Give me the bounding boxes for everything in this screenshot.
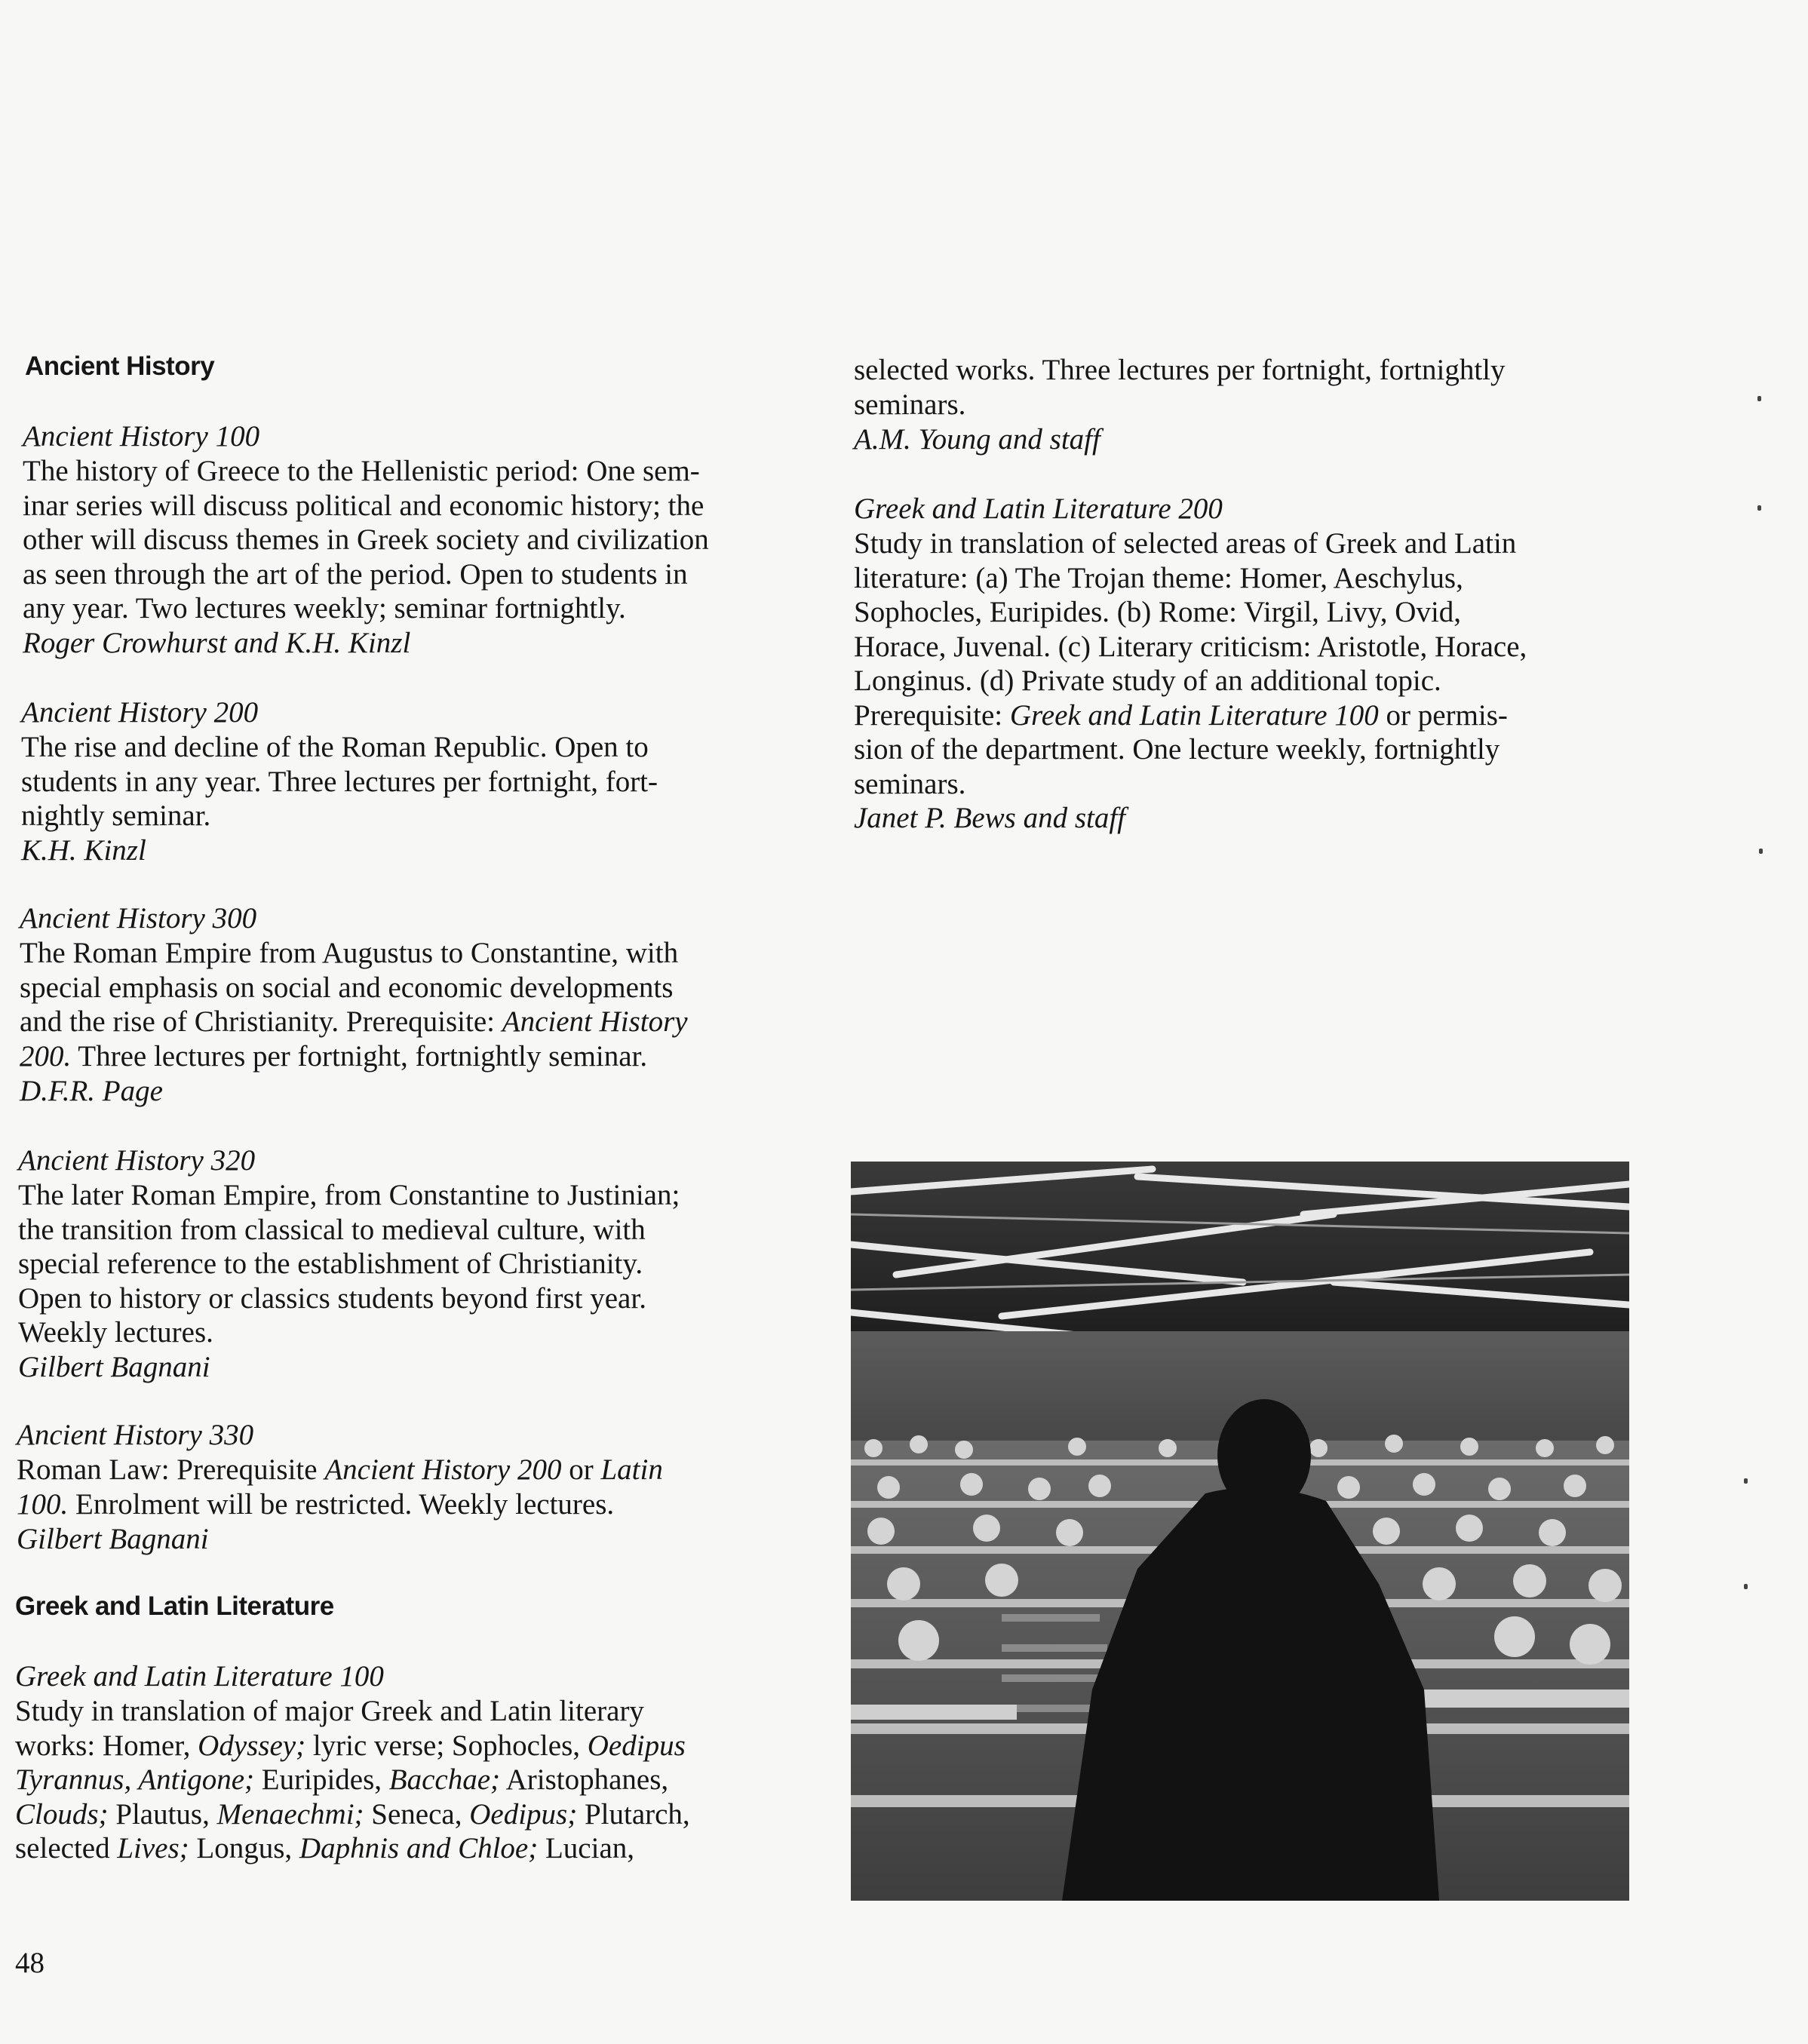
course-description [23,454,822,626]
text-run: Aristophanes, [500,1763,669,1796]
front-desk-right [1409,1690,1629,1708]
description-line [17,1487,816,1522]
description-line: inar series will discuss political and economic history; the [23,489,704,522]
course-title: Ancient History 320 [18,1144,256,1177]
description-line: the transition from classical to medieval culture, with [18,1213,646,1246]
course-title: Ancient History 200 [21,696,259,729]
text-run: Seneca, [364,1797,470,1831]
text-run: Plutarch, [577,1797,690,1831]
description-line: nightly seminar. [21,799,211,832]
course-title: Ancient History 300 [20,902,257,935]
course-reference: Latin [600,1453,663,1486]
description-line [15,1763,815,1797]
description-line: sion of the department. One lecture weekly, fortnightly [854,733,1500,766]
description-line [15,1831,815,1866]
course-description [15,1694,815,1866]
scan-speck [1744,1478,1748,1484]
work-title: Clouds; [15,1797,109,1831]
course-title: Greek and Latin Literature 100 [15,1660,384,1693]
course-instructor: A.M. Young and staff [854,423,1100,456]
text-run: selected [15,1832,118,1864]
course-instructor: Gilbert Bagnani [18,1351,210,1383]
front-desk-left [851,1705,1017,1720]
course-description [854,353,1653,422]
description-line: special reference to the establishment of Christianity. [18,1248,643,1280]
work-title: Odyssey; [198,1729,306,1762]
course-description [18,1178,818,1350]
scan-speck [1757,396,1761,401]
course-description [21,730,821,833]
text-run: Lucian, [538,1832,635,1864]
section-heading-greek-latin: Greek and Latin Literature [15,1591,334,1621]
work-title: Menaechmi; [216,1797,364,1831]
course-reference: Ancient History [502,1005,688,1038]
description-line: Weekly lectures. [18,1316,213,1349]
text-run: or [561,1453,601,1486]
description-line: seminars. [854,388,966,421]
page-number: 48 [15,1947,45,1979]
description-line: seminars. [854,767,966,800]
course-instructor: Roger Crowhurst and K.H. Kinzl [23,627,411,659]
text-run: Plautus, [108,1797,217,1831]
description-line: The history of Greece to the Hellenistic period: One sem- [23,455,700,487]
description-line: Longinus. (d) Private study of an additional topic. [854,664,1441,697]
description-line: Open to history or classics students beyond first year. [18,1281,646,1315]
description-line: any year. Two lectures weekly; seminar fortnightly. [23,592,626,625]
description-line: The Roman Empire from Augustus to Constantine, with [20,937,679,969]
scan-speck [1759,849,1763,854]
lecture-hall-photo-icon [851,1162,1629,1901]
description-line: selected works. Three lectures per fortnight, fortnightly [854,354,1506,386]
description-line: Sophocles, Euripides. (b) Rome: Virgil, Livy, Ovid, [854,596,1462,628]
description-line: students in any year. Three lectures per fortnight, fort- [21,765,658,798]
text-run: lyric verse; Sophocles, [305,1729,588,1762]
description-line: Study in translation of selected areas of Greek and Latin [854,527,1517,560]
scan-speck [1744,1584,1748,1589]
description-line [20,1039,819,1074]
description-line: special emphasis on social and economic developments [20,971,674,1004]
section-heading-ancient-history: Ancient History [25,351,215,381]
photo-graphic [851,1162,1629,1901]
course-instructor: D.F.R. Page [20,1075,163,1107]
text-run: Prerequisite: [854,698,1010,732]
text-run: Roman Law: Prerequisite [17,1453,325,1486]
description-line: The rise and decline of the Roman Republic. Open to [21,731,649,763]
work-title: Bacchae; [388,1763,501,1796]
work-title: Oedipus; [469,1797,578,1831]
description-line: Horace, Juvenal. (c) Literary criticism: Aristotle, Horace, [854,630,1527,663]
course-title: Greek and Latin Literature 200 [854,493,1223,525]
course-reference: 200. [20,1039,72,1073]
text-run: Euripides, [254,1763,389,1796]
description-line [854,698,1653,733]
description-line [15,1797,815,1832]
course-title: Ancient History 330 [17,1419,254,1451]
course-description [20,936,819,1073]
text-run: Longus, [189,1832,299,1864]
course-description [17,1453,816,1521]
text-run: works: Homer, [15,1729,198,1762]
description-line [17,1453,816,1487]
scan-speck [1757,505,1761,511]
course-reference: Ancient History 200 [324,1453,562,1486]
description-line: other will discuss themes in Greek society and civilization [23,523,709,556]
description-line: The later Roman Empire, from Constantine to Justinian; [18,1179,680,1211]
description-line: literature: (a) The Trojan theme: Homer, Aeschylus, [854,561,1463,594]
description-line: Study in translation of major Greek and Latin literary [15,1695,644,1727]
course-title: Ancient History 100 [23,420,260,453]
course-reference: 100. [17,1487,69,1521]
description-line [15,1729,815,1763]
course-instructor: Janet P. Bews and staff [854,802,1126,834]
course-reference: Greek and Latin Literature 100 [1009,698,1379,732]
text-run: and the rise of Christianity. Prerequisite: [20,1005,502,1038]
text-run: or permis- [1378,698,1508,732]
work-title: Lives; [117,1832,189,1864]
work-title: Daphnis and Chloe; [299,1832,539,1864]
text-run: Three lectures per fortnight, fortnightly seminar. [71,1039,648,1073]
course-description [854,526,1653,801]
work-title: Tyrannus, Antigone; [15,1763,255,1796]
course-instructor: Gilbert Bagnani [17,1523,209,1555]
work-title: Oedipus [587,1729,686,1762]
text-run: Enrolment will be restricted. Weekly lectures. [68,1487,615,1521]
course-instructor: K.H. Kinzl [21,834,146,867]
description-line [20,1005,819,1039]
ceiling [851,1162,1629,1335]
description-line: as seen through the art of the period. Open to students in [23,557,688,591]
